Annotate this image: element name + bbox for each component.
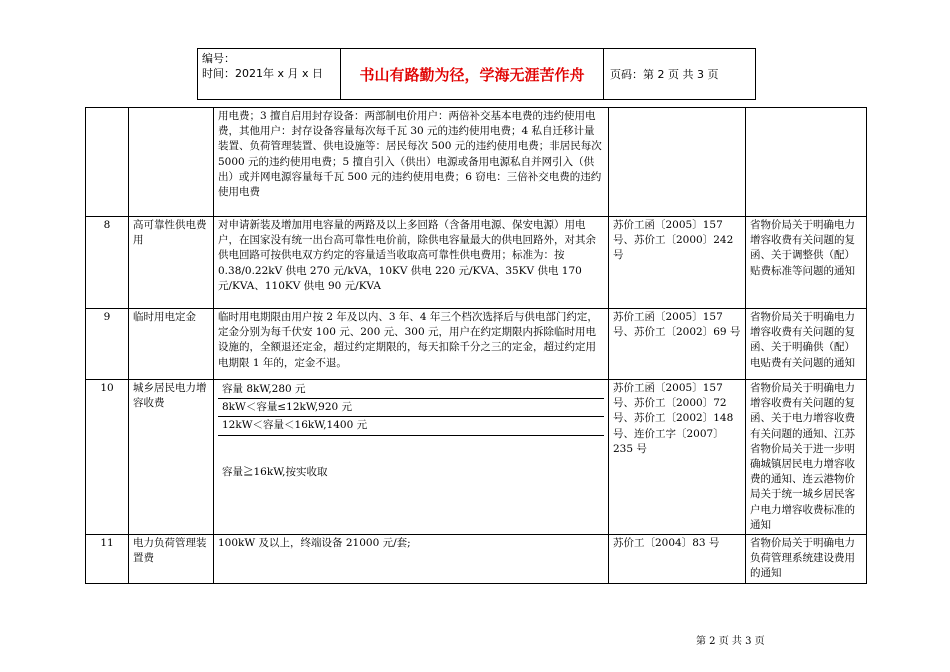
- capacity-item: 容量≧16kW,按实收取: [222, 465, 328, 478]
- page-footer: 第 2 页 共 3 页: [696, 636, 765, 647]
- page-header: [197, 48, 756, 100]
- cell-content: 100kW 及以上，终端设备 21000 元/套;: [214, 535, 609, 584]
- cell-name: 高可靠性供电费用: [129, 217, 214, 309]
- cell-content: 临时用电期限由用户按 2 年及以内、3 年、4 年三个档次选择后与供电部门约定，定金分别为每千伏安 100 元、200 元、300 元，用户在约定期限内拆除临时用电设施的，全额退还定金，超过约定期限的，每天扣除千分之三的定金，超过约定用电期限 1 年的，定金不退。: [214, 309, 609, 380]
- time-label: 时间：2021年 x 月 x 日: [202, 67, 323, 80]
- fee-table: [85, 107, 867, 584]
- header-page: 页码：第 2 页 共 3 页: [610, 68, 719, 81]
- cell-basis: 苏价工函〔2005〕157 号、苏价工〔2002〕69 号: [609, 309, 746, 380]
- cell-no: [86, 108, 129, 217]
- cell-no: 9: [86, 309, 129, 380]
- cell-content: [214, 380, 609, 535]
- table-row: [86, 535, 867, 584]
- capacity-item: 8kW＜容量≤12kW,920 元: [218, 399, 604, 417]
- cell-basis: [609, 108, 746, 217]
- cell-basis: 苏价工函〔2005〕157 号、苏价工〔2000〕242 号: [609, 217, 746, 309]
- cell-content: 对申请新装及增加用电容量的两路及以上多回路（含备用电源、保安电源）用电户，在国家没有统一出台高可靠性电价前，除供电容量最大的供电回路外，对其余供电回路可按供电双方约定的容量适当收取高可靠性供电费用；标准为：按 0.38/0.22kV 供电 270 元/kVA，10KV 供电 220 元/KVA、35KV 供电 170 元/KVA、110KV 供电 90 元/KVA: [214, 217, 609, 309]
- cell-name: [129, 108, 214, 217]
- cell-basis: 苏价工〔2004〕83 号: [609, 535, 746, 584]
- cell-doc: 省物价局关于明确电力增容收费有关问题的复函、关于电力增容收费有关问题的通知、江苏省物价局关于进一步明确城镇居民电力增容收费的通知、连云港物价局关于统一城乡居民客户电力增容收费标准的通知: [746, 380, 867, 535]
- cell-no: 10: [86, 380, 129, 535]
- table-row: [86, 309, 867, 380]
- capacity-item: 12kW＜容量＜16kW,1400 元: [218, 417, 604, 435]
- table-row: [86, 217, 867, 309]
- number-label: 编号：: [202, 52, 235, 65]
- cell-doc: 省物价局关于明确电力负荷管理系统建设费用的通知: [746, 535, 867, 584]
- header-motto: 书山有路勤为径，学海无涯苦作舟: [341, 49, 604, 99]
- cell-name: 城乡居民电力增容收费: [129, 380, 214, 535]
- cell-name: 临时用电定金: [129, 309, 214, 380]
- header-meta: [198, 49, 341, 99]
- cell-doc: 省物价局关于明确电力增容收费有关问题的复函、关于调整供（配）贴费标准等问题的通知: [746, 217, 867, 309]
- cell-content: 用电费；3 擅自启用封存设备：两部制电价用户：两倍补交基本电费的违约使用电费，其他用户：封存设备容量每次每千瓦 30 元的违约使用电费；4 私自迁移计量装置、负荷管理装置、供电设施等：居民每次 500 元的违约使用电费；非居民每次 5000 元的违约使用电费；5 擅自引入（供出）电源或备用电源私自并网引入（供出）或并网电源容量每千瓦 500 元的违约使用电费；6 窃电：三倍补交电费的违约使用电费: [214, 108, 609, 217]
- cell-doc: [746, 108, 867, 217]
- cell-no: 11: [86, 535, 129, 584]
- cell-basis: 苏价工函〔2005〕157 号、苏价工〔2000〕72 号、苏价工〔2002〕148 号、连价工字〔2007〕235 号: [609, 380, 746, 535]
- capacity-item: 容量 8kW,280 元: [218, 381, 604, 399]
- cell-name: 电力负荷管理装置费: [129, 535, 214, 584]
- table-row: [86, 380, 867, 535]
- cell-doc: 省物价局关于明确电力增容收费有关问题的复函、关于明确供（配）电贴费有关问题的通知: [746, 309, 867, 380]
- cell-no: 8: [86, 217, 129, 309]
- table-row: [86, 108, 867, 217]
